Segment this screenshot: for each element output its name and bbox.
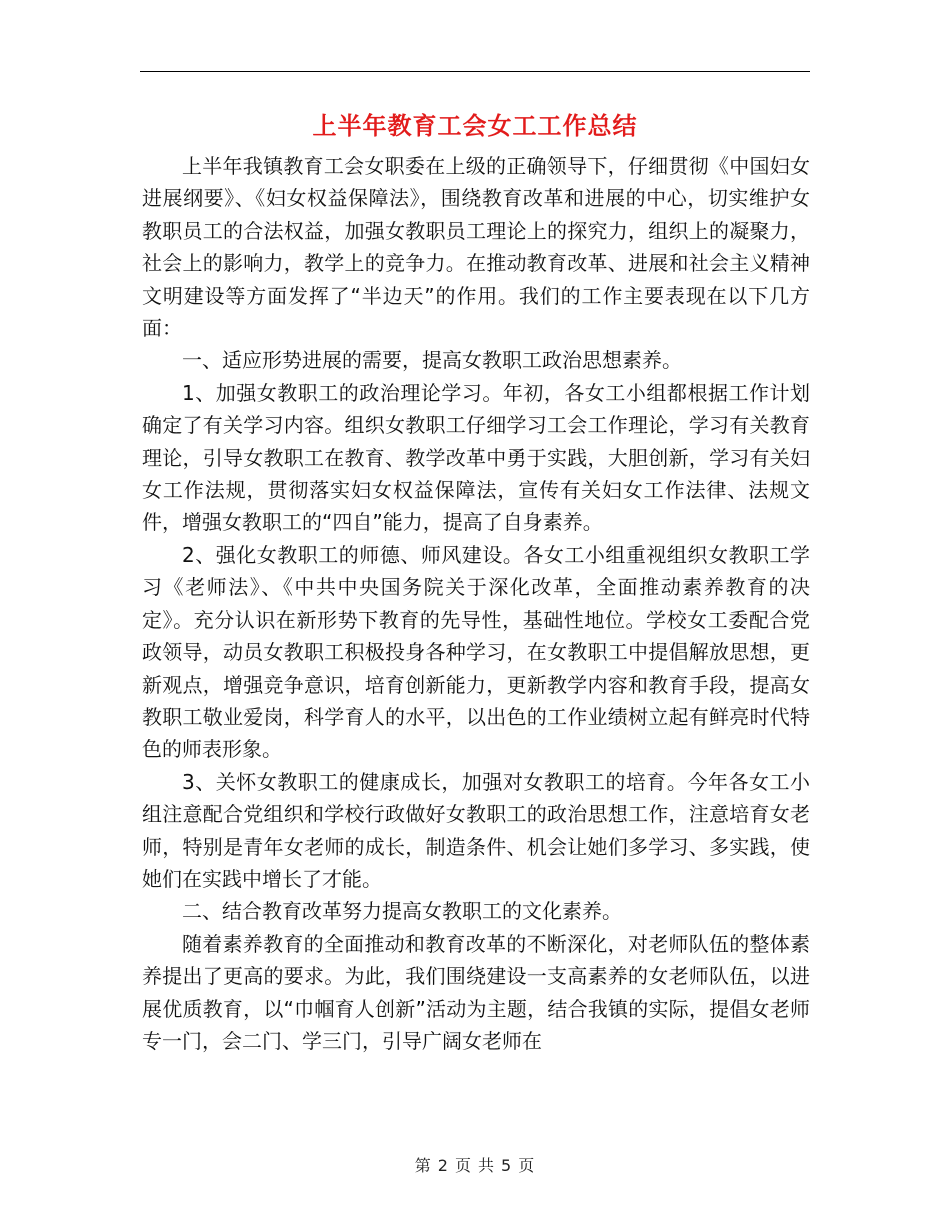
paragraph-item-1: 1、加强女教职工的政治理论学习。年初，各女工小组都根据工作计划确定了有关学习内容。组织女教职工仔细学习工会工作理论，学习有关教育理论，引导女教职工在教育、教学改革中勇于实践，大胆创新，学习有关妇女工作法规，贯彻落实妇女权益保障法，宣传有关妇女工作法律、法规文件，增强女教职工的“四自”能力，提高了自身素养。 (142, 380, 810, 535)
heading-section-1: 一、适应形势进展的需要，提高女教职工政治思想素养。 (182, 348, 682, 373)
paragraph-intro: 上半年我镇教育工会女职委在上级的正确领导下，仔细贯彻《中国妇女进展纲要》、《妇女权益保障法》，围绕教育改革和进展的中心，切实维护女教职员工的合法权益，加强女教职员工理论上的探究力，组织上的凝聚力，社会上的影响力，教学上的竞争力。在推动教育改革、进展和社会主义精神文明建设等方面发挥了“半边天”的作用。我们的工作主要表现在以下几方面： (142, 154, 810, 341)
document-title: 上半年教育工会女工工作总结 (312, 112, 638, 140)
document-body (142, 150, 810, 1057)
footer-mid: 页 共 (454, 1156, 496, 1175)
footer-page-current: 2 (437, 1156, 449, 1175)
paragraph-item-3: 3、关怀女教职工的健康成长，加强对女教职工的培育。今年各女工小组注意配合党组织和学校行政做好女教职工的政治思想工作，注意培育女老师，特别是青年女老师的成长，制造条件、机会让她们多学习、多实践，使她们在实践中增长了才能。 (142, 769, 810, 891)
footer-page-total: 5 (501, 1156, 513, 1175)
footer-prefix: 第 (414, 1156, 432, 1175)
header-rule (140, 71, 810, 72)
heading-section-2: 二、结合教育改革努力提高女教职工的文化素养。 (182, 899, 622, 924)
paragraph-section-2: 随着素养教育的全面推动和教育改革的不断深化，对老师队伍的整体素养提出了更高的要求。为此，我们围绕建设一支高素养的女老师队伍，以进展优质教育，以“巾帼育人创新”活动为主题，结合我镇的实际，提倡女老师专一门，会二门、学三门，引导广阔女老师在 (142, 931, 810, 1053)
paragraph-item-2: 2、强化女教职工的师德、师风建设。各女工小组重视组织女教职工学习《老师法》、《中共中央国务院关于深化改革，全面推动素养教育的决定》。充分认识在新形势下教育的先导性，基础性地位。学校女工委配合党政领导，动员女教职工积极投身各种学习，在女教职工中提倡解放思想，更新观点，增强竞争意识，培育创新能力，更新教学内容和教育手段，提高女教职工敬业爱岗，科学育人的水平，以出色的工作业绩树立起有鲜亮时代特色的师表形象。 (142, 542, 810, 762)
footer-suffix: 页 (518, 1156, 536, 1175)
page-footer (0, 1153, 950, 1176)
